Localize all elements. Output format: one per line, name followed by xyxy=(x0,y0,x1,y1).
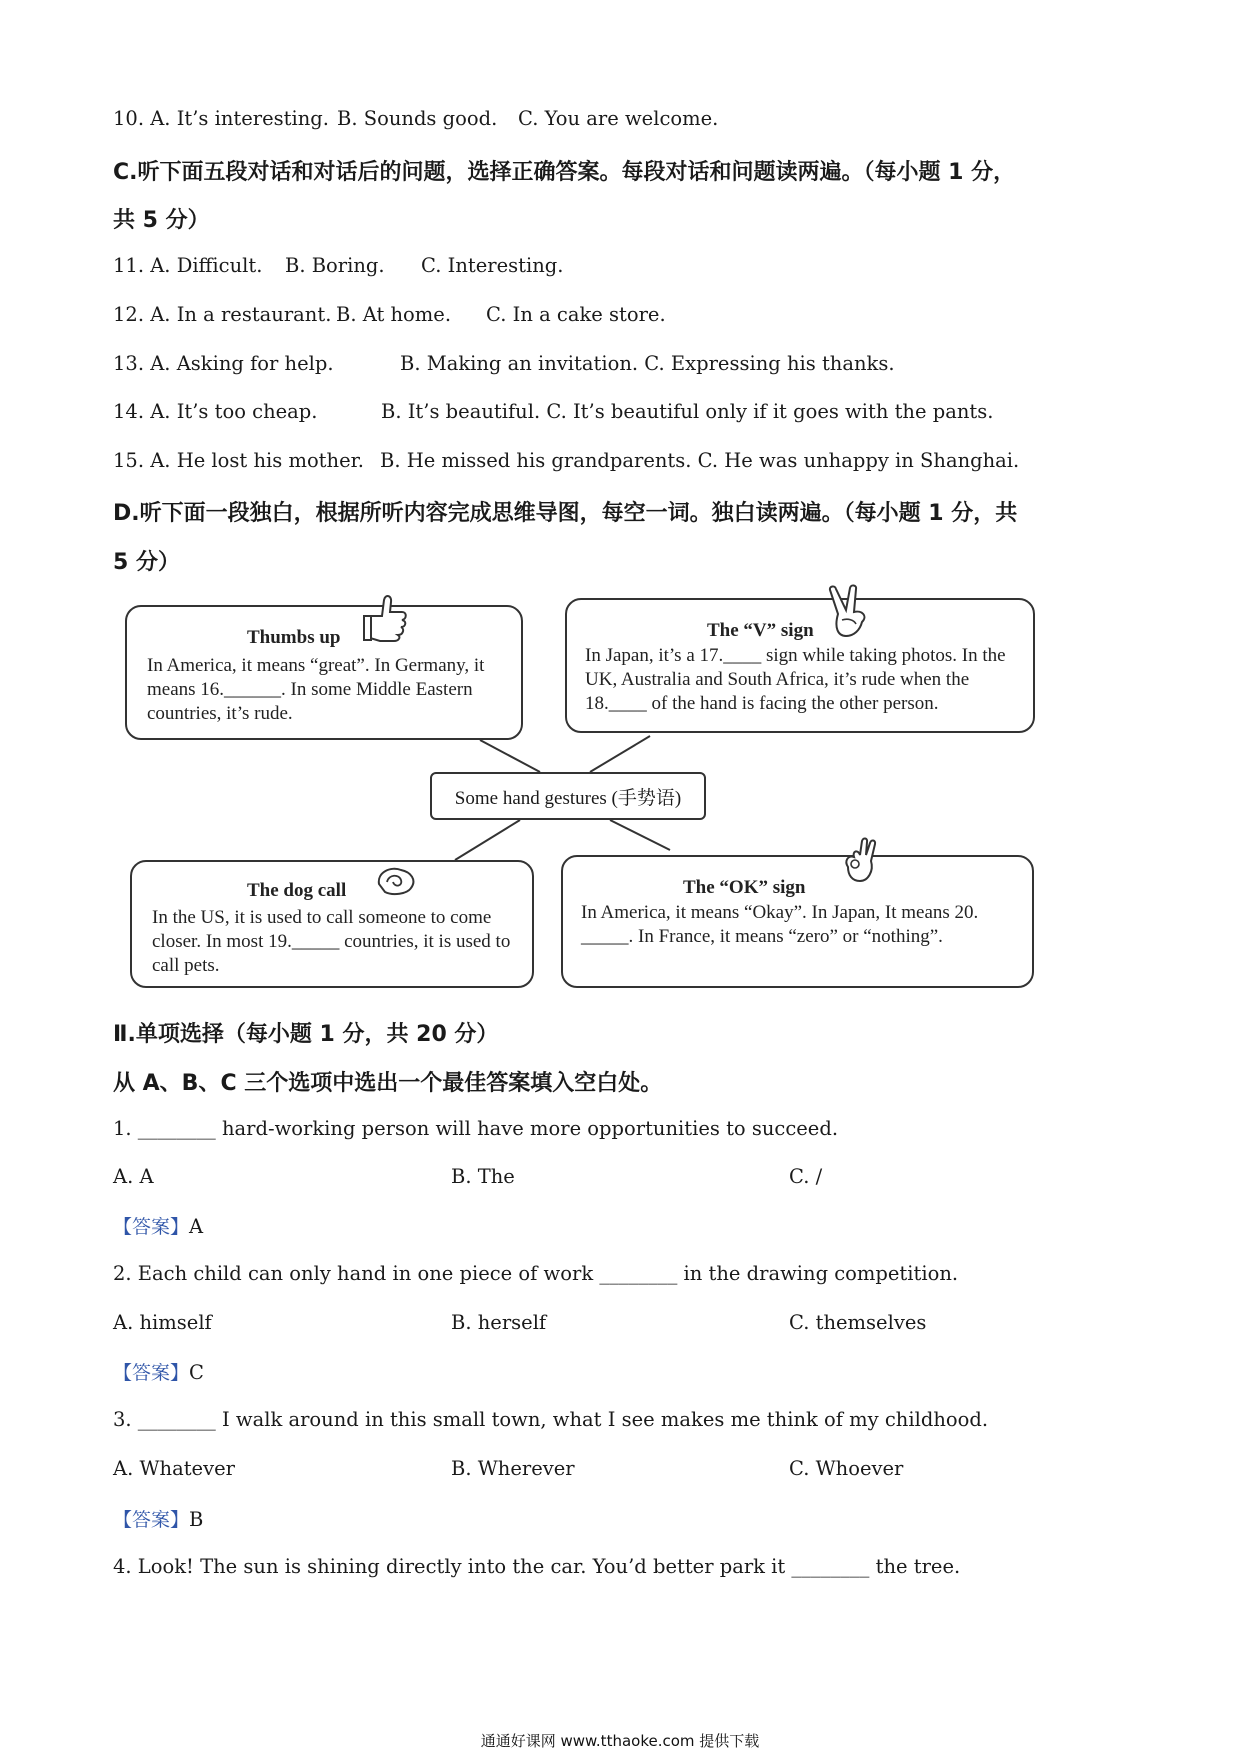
mc1-question: 1. ________ hard-working person will have more opportunities to succeed. xyxy=(113,1117,839,1140)
mc3-option-a: A. Whatever xyxy=(113,1457,235,1480)
q12-option-a: 12. A. In a restaurant. xyxy=(113,303,332,326)
dog-call-title: The dog call xyxy=(247,880,347,901)
mc4-question: 4. Look! The sun is shining directly into the car. You’d better park it ________ the tree. xyxy=(113,1555,961,1578)
mc3-option-b: B. Wherever xyxy=(451,1457,575,1480)
mc3-option-c: C. Whoever xyxy=(789,1457,904,1480)
q15-option-a: 15. A. He lost his mother. xyxy=(113,449,364,472)
mc1-option-b: B. The xyxy=(451,1165,515,1188)
mc2-option-a: A. himself xyxy=(113,1311,212,1334)
section-d-heading-line2: 5 分） xyxy=(113,550,180,575)
v-sign-hand-icon xyxy=(826,584,876,640)
section-2-instructions: 从 A、B、C 三个选项中选出一个最佳答案填入空白处。 xyxy=(113,1071,663,1096)
mc3-answer xyxy=(113,1505,203,1532)
mc2-option-b: B. herself xyxy=(451,1311,547,1334)
section-c-heading-line1: C.听下面五段对话和对话后的问题，选择正确答案。每段对话和问题读两遍。（每小题 1 分， xyxy=(113,160,1016,185)
ok-sign-text: In America, it means “Okay”. In Japan, It means 20. _____. In France, it means “zero” or “nothing”. xyxy=(581,902,979,947)
mc1-option-a: A. A xyxy=(113,1165,154,1188)
q14-option-a: 14. A. It’s too cheap. xyxy=(113,400,318,423)
page-footer: 通通好课网 www.tthaoke.com 提供下载 xyxy=(480,1732,760,1750)
mc1-option-c: C. / xyxy=(789,1165,823,1188)
mc3-answer-value: B xyxy=(189,1508,204,1531)
mc2-answer-value: C xyxy=(189,1361,204,1384)
section-c-heading-line2: 共 5 分） xyxy=(113,208,210,233)
mc3-question: 3. ________ I walk around in this small town, what I see makes me think of my childhood. xyxy=(113,1408,989,1431)
answer-tag: 【答案】 xyxy=(113,1509,190,1531)
q11-option-a: 11. A. Difficult. xyxy=(113,254,263,277)
q13-option-a: 13. A. Asking for help. xyxy=(113,352,334,375)
q11-option-c: C. Interesting. xyxy=(421,254,564,277)
answer-tag: 【答案】 xyxy=(113,1216,190,1238)
mindmap-ok-sign-box xyxy=(561,855,1034,988)
q10-option-c: C. You are welcome. xyxy=(518,107,719,130)
mc2-answer xyxy=(113,1358,204,1385)
mc1-answer-value: A xyxy=(189,1215,204,1238)
thumbs-up-icon xyxy=(362,592,408,644)
v-sign-text: In Japan, it’s a 17.____ sign while taking photos. In the UK, Australia and South Africa, it’s rude when the 18.____ of the hand is facing the other person. xyxy=(585,645,1006,714)
dog-call-hand-icon xyxy=(373,864,421,898)
mindmap-v-sign-box xyxy=(565,598,1035,733)
dog-call-text: In the US, it is used to call someone to come closer. In most 19._____ countries, it is used to call pets. xyxy=(152,907,511,976)
v-sign-title: The “V” sign xyxy=(707,620,814,641)
mc1-answer xyxy=(113,1212,203,1239)
q13-options-bc: B. Making an invitation. C. Expressing his thanks. xyxy=(400,352,895,375)
q12-option-b: B. At home. xyxy=(336,303,452,326)
q11-option-b: B. Boring. xyxy=(285,254,385,277)
thumbs-up-text: In America, it means “great”. In Germany, it means 16.______. In some Middle Eastern countries, it’s rude. xyxy=(147,655,485,724)
mindmap-center-topic: Some hand gestures (手势语) xyxy=(430,772,706,820)
section-2-heading: Ⅱ.单项选择（每小题 1 分，共 20 分） xyxy=(113,1022,499,1047)
mc2-option-c: C. themselves xyxy=(789,1311,927,1334)
mindmap-thumbs-up-box xyxy=(125,605,523,740)
mindmap-dog-call-box xyxy=(130,860,534,988)
ok-sign-title: The “OK” sign xyxy=(683,877,806,898)
answer-tag: 【答案】 xyxy=(113,1362,190,1384)
section-d-heading-line1: D.听下面一段独白，根据所听内容完成思维导图，每空一词。独白读两遍。（每小题 1 分，共 xyxy=(113,501,1018,526)
q10-option-b: B. Sounds good. xyxy=(337,107,498,130)
q15-options-bc: B. He missed his grandparents. C. He was unhappy in Shanghai. xyxy=(380,449,1020,472)
thumbs-up-title: Thumbs up xyxy=(247,627,341,648)
ok-sign-hand-icon xyxy=(838,837,880,885)
q12-option-c: C. In a cake store. xyxy=(486,303,666,326)
q10-option-a: 10. A. It’s interesting. xyxy=(113,107,329,130)
q14-options-bc: B. It’s beautiful. C. It’s beautiful only if it goes with the pants. xyxy=(381,400,994,423)
mc2-question: 2. Each child can only hand in one piece of work ________ in the drawing competition. xyxy=(113,1262,959,1285)
